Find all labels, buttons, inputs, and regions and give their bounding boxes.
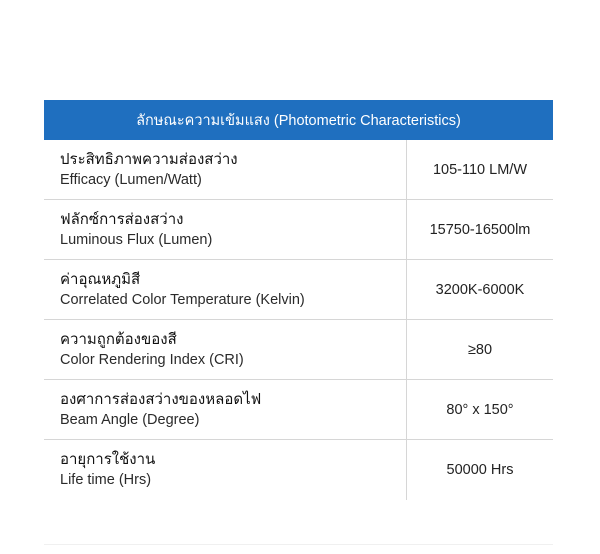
row-value: ≥80: [406, 320, 553, 379]
row-label: [44, 200, 406, 259]
row-label-thai: ค่าอุณหภูมิสี: [60, 271, 141, 288]
row-value: 15750-16500lm: [406, 200, 553, 259]
row-value: 80° x 150°: [406, 380, 553, 439]
row-label-thai: ประสิทธิภาพความส่องสว่าง: [60, 151, 238, 168]
row-value: 50000 Hrs: [406, 440, 553, 500]
photometric-table: [44, 100, 553, 500]
row-label: [44, 320, 406, 379]
row-label-english: Beam Angle (Degree): [60, 412, 200, 428]
row-label-thai: ความถูกต้องของสี: [60, 331, 177, 348]
table-row: [44, 380, 553, 440]
row-value: 105-110 LM/W: [406, 140, 553, 199]
row-label-english: Color Rendering Index (CRI): [60, 352, 244, 368]
row-label-thai: องศาการส่องสว่างของหลอดไฟ: [60, 391, 262, 408]
row-label: [44, 440, 406, 500]
table-row: [44, 440, 553, 500]
row-label-english: Life time (Hrs): [60, 472, 152, 488]
table-header: ลักษณะความเข้มแสง (Photometric Characteristics): [44, 100, 553, 140]
row-label: [44, 140, 406, 199]
table-row: [44, 200, 553, 260]
row-label: [44, 380, 406, 439]
table-row: [44, 260, 553, 320]
row-label-thai: อายุการใช้งาน: [60, 451, 156, 468]
row-label-english: Efficacy (Lumen/Watt): [60, 172, 202, 188]
row-label-english: Correlated Color Temperature (Kelvin): [60, 292, 305, 308]
divider: [44, 544, 553, 545]
row-label: [44, 260, 406, 319]
table-row: [44, 140, 553, 200]
row-value: 3200K-6000K: [406, 260, 553, 319]
row-label-english: Luminous Flux (Lumen): [60, 232, 213, 248]
table-row: [44, 320, 553, 380]
row-label-thai: ฟลักซ์การส่องสว่าง: [60, 211, 184, 228]
